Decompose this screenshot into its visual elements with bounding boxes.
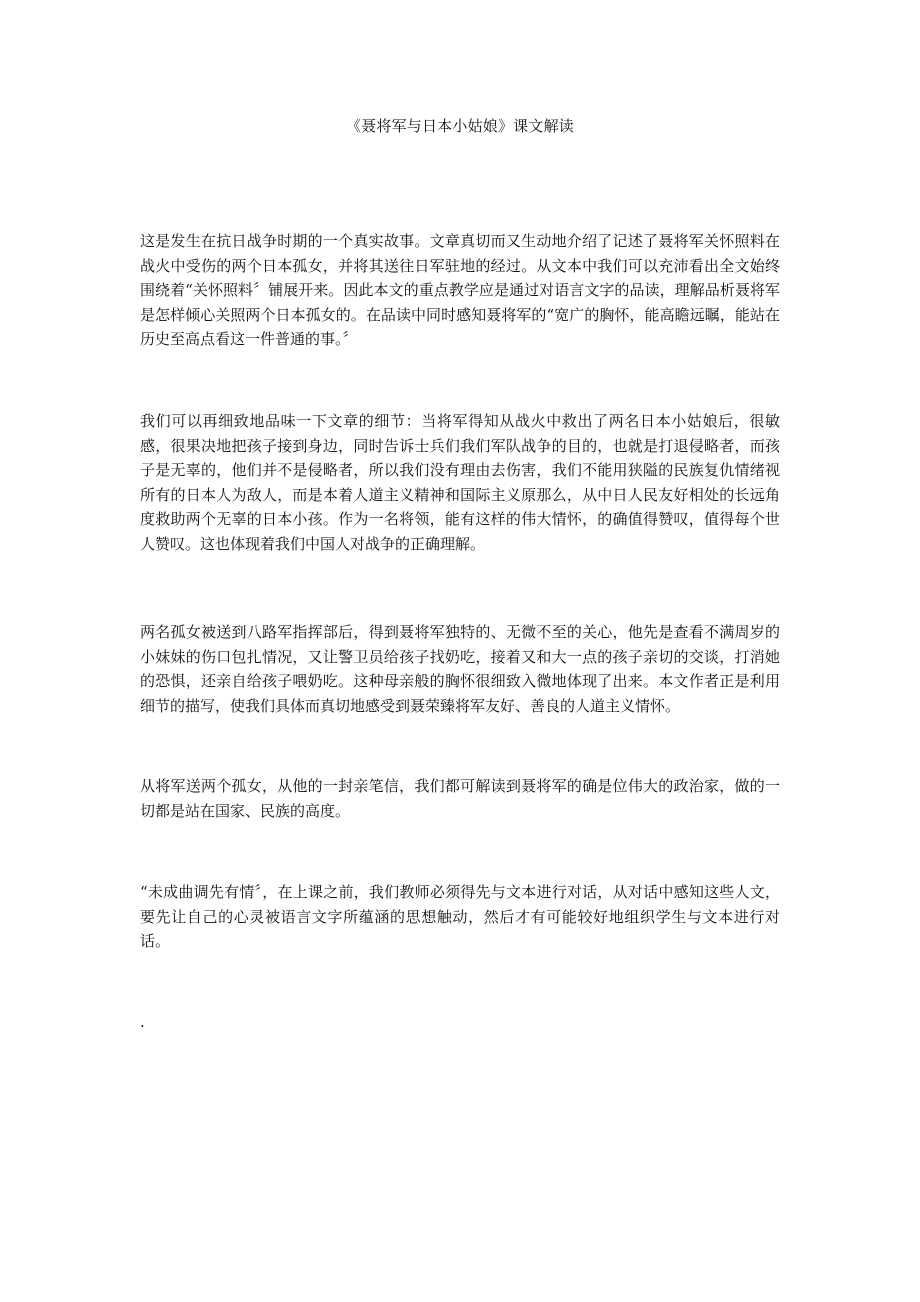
footer-mark: . (140, 1013, 145, 1031)
paragraph-4: 从将军送两个孤女，从他的一封亲笔信，我们都可解读到聂将军的确是位伟大的政治家，做的一切都是站在国家、民族的高度。 (140, 777, 780, 820)
paragraph-3: 两名孤女被送到八路军指挥部后，得到聂将军独特的、无微不至的关心，他先是查看不满周岁的小妹妹的伤口包扎情况，又让警卫员给孩子找奶吃，接着又和大一点的孩子亲切的交谈，打消她的恐惧，还亲自给孩子喂奶吃。这种母亲般的胸怀很细致入微地体现了出来。本文作者正是利用细节的描写，使我们具体而真切地感受到聂荣臻将军友好、善良的人道主义情怀。 (140, 623, 780, 715)
paragraph-1: 这是发生在抗日战争时期的一个真实故事。文章真切而又生动地介绍了记述了聂将军关怀照料在战火中受伤的两个日本孤女，并将其送往日军驻地的经过。从文本中我们可以充沛看出全文始终围绕着“关怀照料〞铺展开来。因此本文的重点教学应是通过对语言文字的品读，理解品析聂将军是怎样倾心关照两个日本孤女的。在品读中同时感知聂将军的“宽广的胸怀，能高瞻远瞩，能站在历史至高点看这一件普通的事。〞 (140, 232, 780, 348)
paragraph-2: 我们可以再细致地品味一下文章的细节：当将军得知从战火中救出了两名日本小姑娘后，很敏感，很果决地把孩子接到身边，同时告诉士兵们我们军队战争的目的，也就是打退侵略者，而孩子是无辜的，他们并不是侵略者，所以我们没有理由去伤害，我们不能用狭隘的民族复仇情绪视所有的日本人为敌人，而是本着人道主义精神和国际主义原那么，从中日人民友好相处的长远角度救助两个无辜的日本小孩。作为一名将领，能有这样的伟大情怀，的确值得赞叹，值得每个世人赞叹。这也体现着我们中国人对战争的正确理解。 (140, 412, 780, 553)
paragraph-5: “未成曲调先有情〞，在上课之前，我们教师必须得先与文本进行对话，从对话中感知这些人文，要先让自己的心灵被语言文字所蕴涵的思想触动，然后才有可能较好地组织学生与文本进行对话。 (140, 883, 780, 950)
document-title: 《聂将军与日本小姑娘》课文解读 (345, 117, 574, 135)
